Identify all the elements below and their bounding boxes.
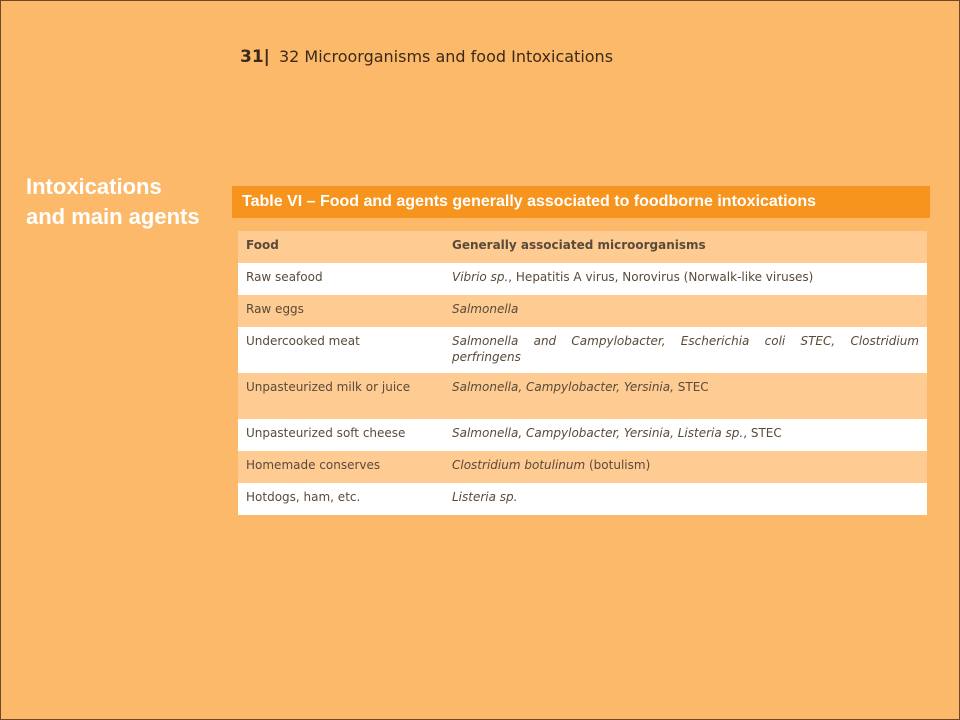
section-title-line2: and main agents [26,204,200,229]
agents-italic: Clostridium botulinum [452,458,586,472]
slide-number: 31| [240,47,270,67]
table-row [238,419,927,451]
agents-rest: , Hepatitis A virus, Norovirus (Norwalk-like viruses) [508,270,814,284]
section-title-line1: Intoxications [26,174,162,199]
food-cell: Homemade conserves [246,458,381,472]
agents-rest: , STEC [743,426,782,440]
table-row [238,263,927,295]
food-cell: Undercooked meat [246,334,360,348]
table-row [238,295,927,327]
agents-cell [444,327,927,373]
agents-italic: Salmonella, Campylobacter, Yersinia, [452,380,674,394]
food-cell: Unpasteurized milk or juice [246,380,411,394]
food-cell: Raw seafood [246,270,323,284]
agents-rest: STEC [673,380,709,394]
agents-italic: Listeria sp. [452,490,518,504]
agents-cell [444,483,927,515]
agents-italic: Salmonella and Campylobacter, Escherichia coli STEC, Clostridium perfringens [452,334,919,364]
intoxications-table [238,231,927,515]
column-header-food: Food [246,238,279,252]
table-row [238,451,927,483]
agents-italic: Vibrio sp. [452,270,509,284]
agents-rest: (botulism) [585,458,651,472]
table-row [238,483,927,515]
agents-cell [444,295,927,327]
slide-header [240,47,613,67]
food-cell: Hotdogs, ham, etc. [246,490,361,504]
food-cell: Raw eggs [246,302,304,316]
agents-italic: Salmonella, Campylobacter, Yersinia, Listeria sp. [452,426,744,440]
table-row [238,327,927,373]
column-header-agents: Generally associated microorganisms [452,238,706,252]
section-title [26,172,200,232]
agents-cell [444,263,927,295]
table-row [238,373,927,419]
agents-cell [444,373,927,419]
slide-header-title: 32 Microorganisms and food Intoxications [278,47,614,66]
agents-italic: Salmonella [452,302,519,316]
agents-cell [444,451,927,483]
agents-cell [444,419,927,451]
table-caption: Table VI – Food and agents generally associated to foodborne intoxications [232,186,930,218]
table-header-row [238,231,927,263]
food-cell: Unpasteurized soft cheese [246,426,406,440]
